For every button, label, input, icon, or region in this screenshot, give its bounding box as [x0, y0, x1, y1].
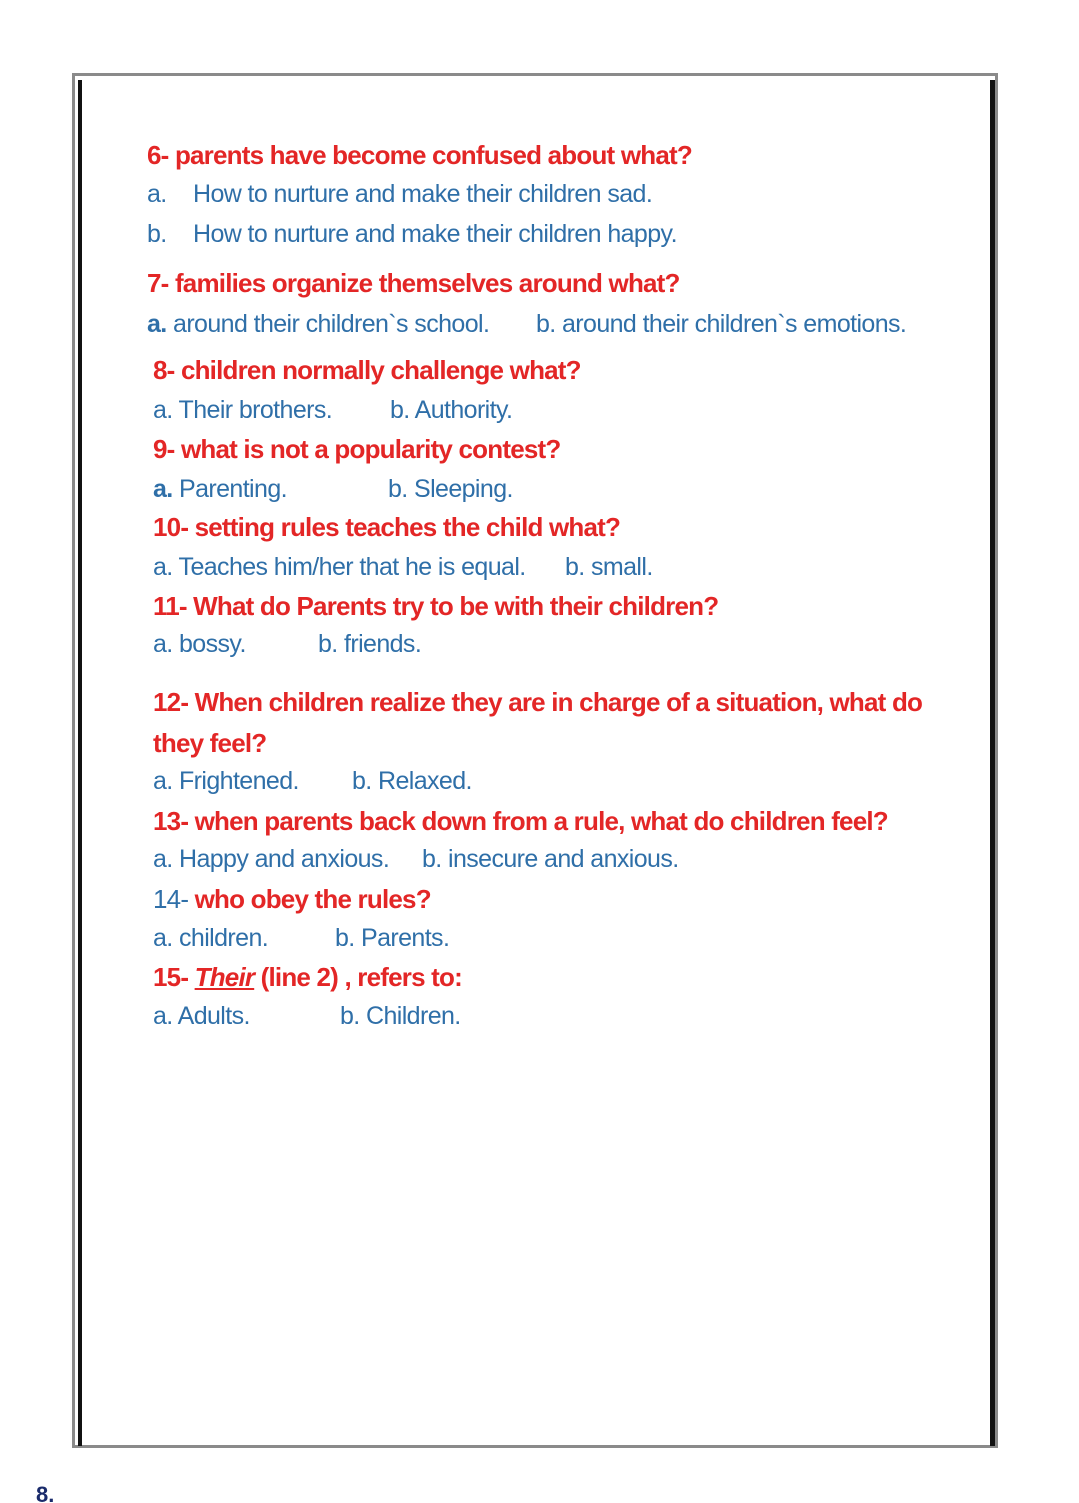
question-6-option-a: How to nurture and make their children sad. [193, 180, 653, 208]
question-7-option-a [147, 312, 489, 337]
question-15-text: (line 2) , refers to: [254, 962, 462, 992]
question-9: 9- what is not a popularity contest? [153, 434, 561, 464]
question-7-option-a-text: around their children`s school. [173, 310, 490, 338]
question-9-option-a [153, 477, 287, 502]
question-14 [153, 886, 431, 912]
question-11-option-b: b. friends. [318, 630, 422, 658]
question-12-option-b: b. Relaxed. [352, 767, 472, 795]
question-6-option-b-letter: b. [147, 220, 167, 248]
question-14-text: who obey the rules? [188, 884, 431, 914]
question-12-line-1: 12- When children realize they are in charge of a situation, what do [153, 687, 923, 717]
question-14-number: 14- [153, 884, 189, 914]
question-8: 8- children normally challenge what? [153, 355, 581, 385]
border-right-bar [990, 80, 995, 1446]
question-8-option-b: b. Authority. [390, 396, 513, 424]
question-9-option-b: b. Sleeping. [388, 475, 513, 503]
question-6: 6- parents have become confused about what? [147, 140, 692, 170]
question-10: 10- setting rules teaches the child what? [153, 512, 621, 542]
question-9-option-a-letter: a. [153, 475, 173, 503]
question-6-option-b: How to nurture and make their children happy. [193, 220, 677, 248]
question-13-option-b: b. insecure and anxious. [422, 845, 679, 873]
question-15-option-b: b. Children. [340, 1002, 461, 1030]
question-15-word: Their [194, 962, 255, 992]
question-11: 11- What do Parents try to be with their children? [153, 591, 719, 621]
question-6-option-a-letter: a. [147, 180, 167, 208]
question-14-option-a: a. children. [153, 924, 269, 952]
question-15-option-a: a. Adults. [153, 1002, 250, 1030]
question-12-line-2: they feel? [153, 728, 267, 758]
question-15 [153, 964, 462, 990]
question-11-option-a: a. bossy. [153, 630, 246, 658]
question-12-option-a: a. Frightened. [153, 767, 299, 795]
border-left-bar [78, 80, 82, 1446]
question-13-option-a: a. Happy and anxious. [153, 845, 390, 873]
page-number: 8. [36, 1482, 55, 1503]
question-13: 13- when parents back down from a rule, what do children feel? [153, 806, 888, 836]
question-8-option-a: a. Their brothers. [153, 396, 333, 424]
question-15-number: 15- [153, 962, 189, 992]
question-10-option-b: b. small. [565, 553, 653, 581]
question-10-option-a: a. Teaches him/her that he is equal. [153, 553, 526, 581]
question-7: 7- families organize themselves around what? [147, 268, 680, 298]
question-7-option-a-letter: a. [147, 310, 167, 338]
question-9-option-a-text: Parenting. [172, 475, 287, 503]
question-7-option-b: b. around their children`s emotions. [536, 310, 907, 338]
question-14-option-b: b. Parents. [335, 924, 450, 952]
